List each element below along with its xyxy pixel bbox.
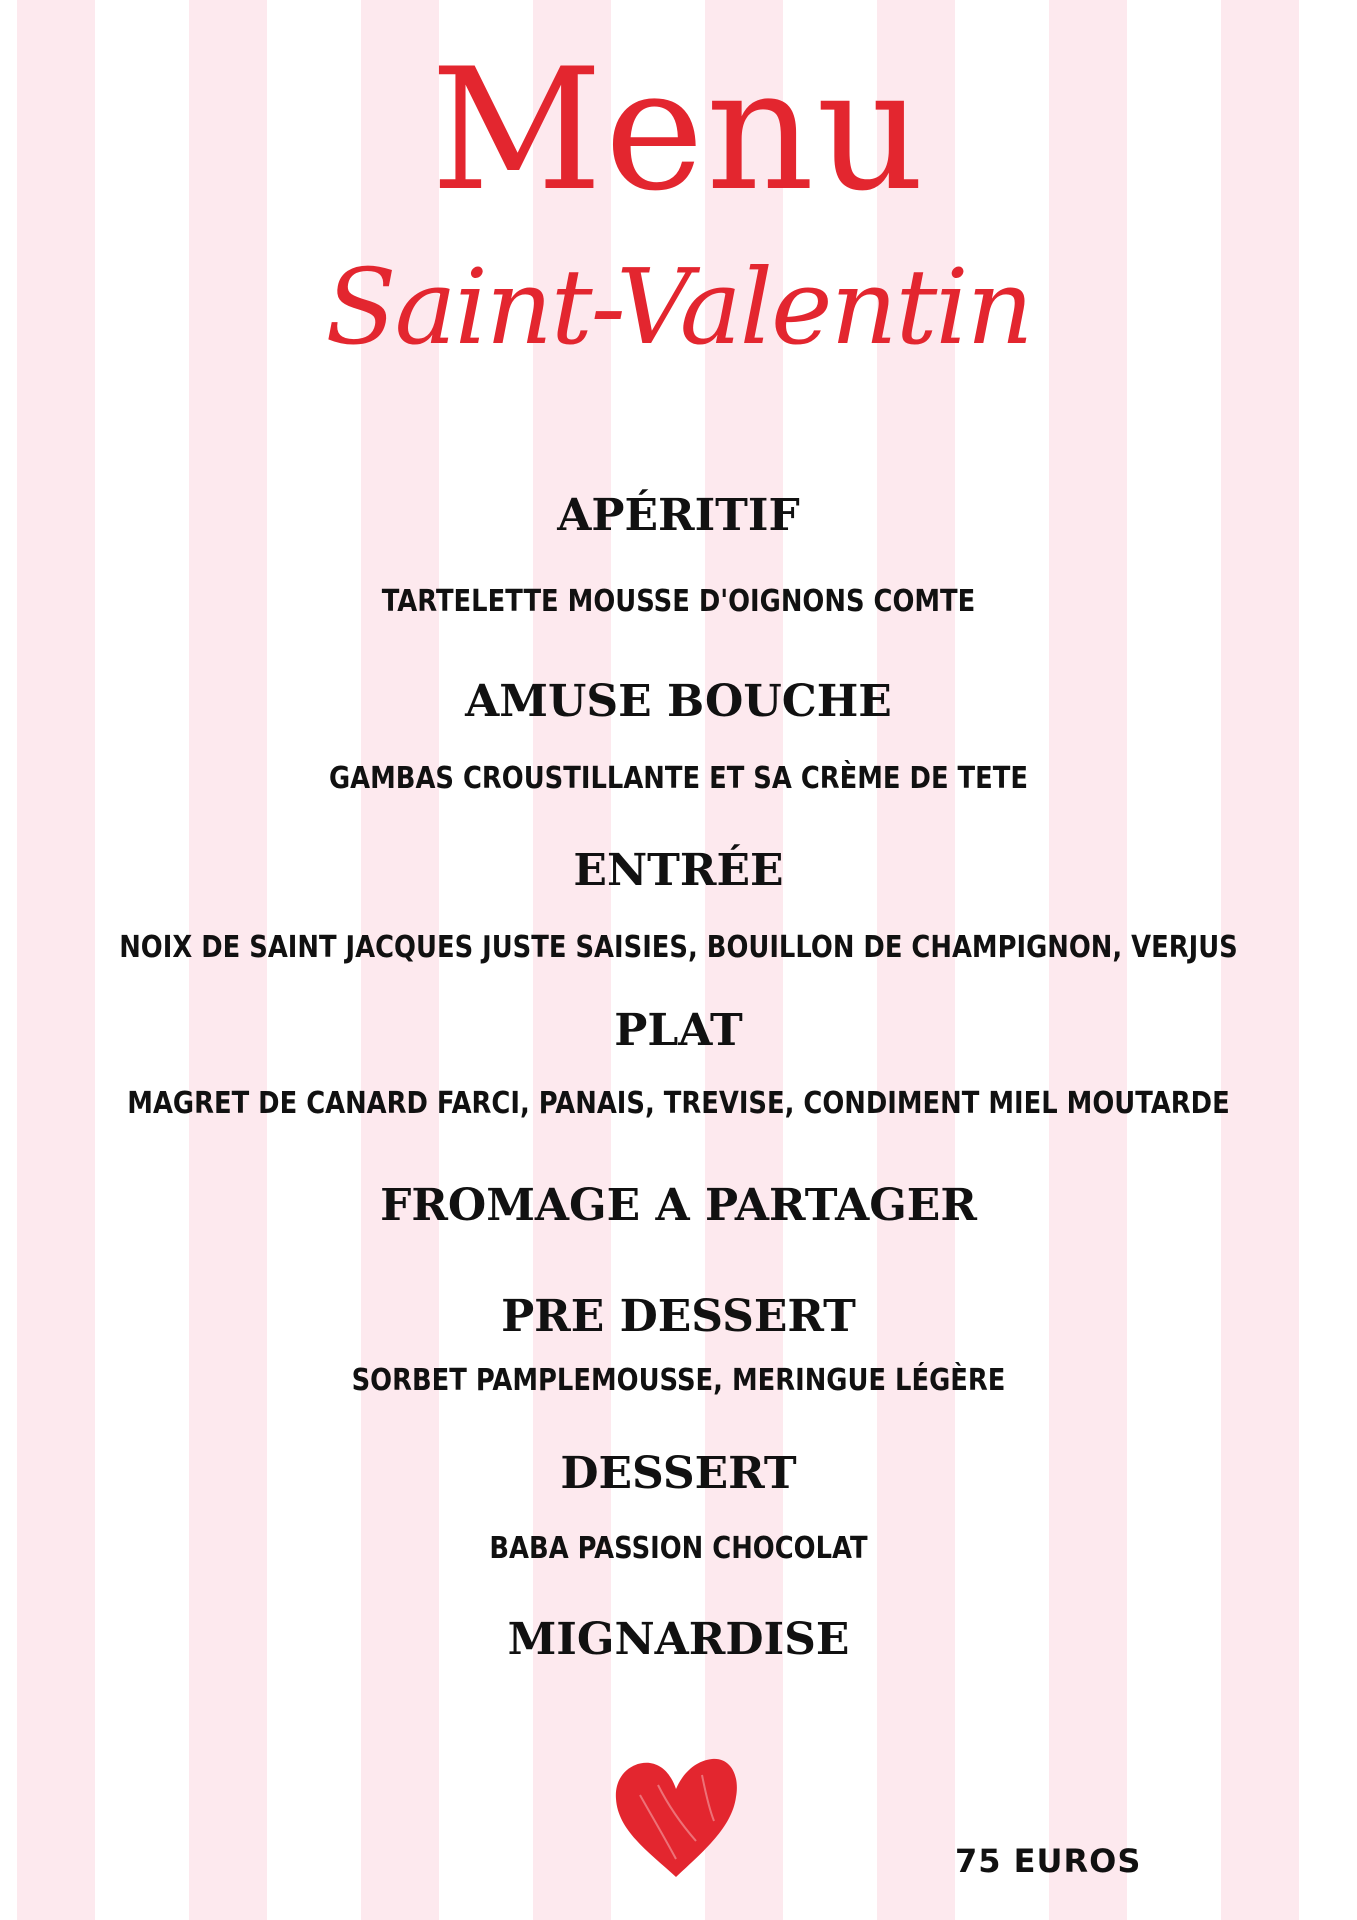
- course-heading-pre-dessert: PRE DESSERT: [501, 1291, 856, 1342]
- course-heading-mignardise: MIGNARDISE: [507, 1614, 850, 1665]
- course-heading-entree: ENTRÉE: [573, 845, 784, 896]
- course-heading-plat: PLAT: [614, 1005, 743, 1056]
- menu-subtitle: Saint-Valentin: [325, 246, 1032, 368]
- course-heading-amuse-bouche: AMUSE BOUCHE: [465, 676, 892, 727]
- course-heading-fromage: FROMAGE A PARTAGER: [380, 1180, 977, 1231]
- price-label: 75 EUROS: [955, 1842, 1142, 1880]
- course-description-amuse-bouche: GAMBAS CROUSTILLANTE ET SA CRÈME DE TETE: [328, 761, 1029, 796]
- heart-icon: [610, 1755, 742, 1885]
- course-description-pre-dessert: SORBET PAMPLEMOUSSE, MERINGUE LÉGÈRE: [351, 1363, 1006, 1398]
- course-description-entree: NOIX DE SAINT JACQUES JUSTE SAISIES, BOUILLON DE CHAMPIGNON, VERJUS: [119, 930, 1238, 965]
- course-description-plat: MAGRET DE CANARD FARCI, PANAIS, TREVISE, CONDIMENT MIEL MOUTARDE: [127, 1086, 1230, 1121]
- course-description-aperitif: TARTELETTE MOUSSE D'OIGNONS COMTE: [381, 584, 976, 619]
- menu-title: Menu: [430, 32, 927, 228]
- course-heading-aperitif: APÉRITIF: [557, 490, 800, 541]
- course-description-dessert: BABA PASSION CHOCOLAT: [489, 1531, 868, 1566]
- course-heading-dessert: DESSERT: [560, 1448, 797, 1499]
